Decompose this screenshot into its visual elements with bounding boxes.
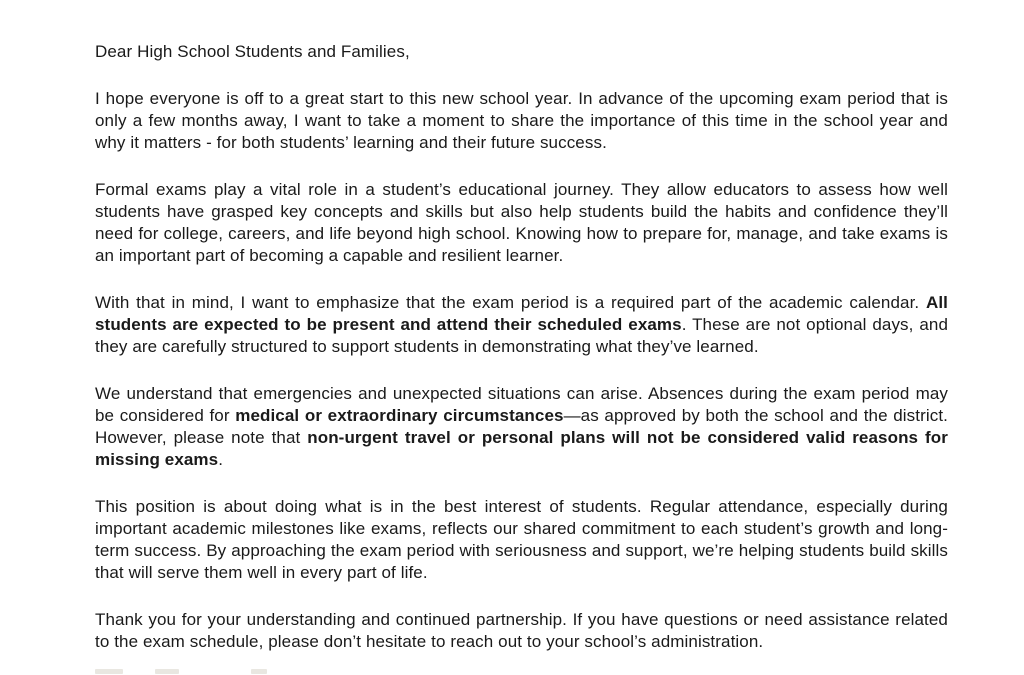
text-run: I hope everyone is off to a great start to this new school year. In advance of the upcoming exam period that is only a few months away, I want to take a moment to share the importance of this time in the school year and why it matters - for both students’ learning and their future success. bbox=[95, 89, 948, 152]
text-run: . bbox=[218, 450, 224, 469]
paragraph bbox=[95, 609, 948, 653]
cutoff-text-fragment bbox=[95, 669, 495, 675]
text-run: We understand that emergencies and unexpected situations can arise. Absences during the exam period may be considered for bbox=[95, 384, 948, 425]
text-run: Thank you for your understanding and continued partnership. If you have questions or need assistance related to the exam schedule, please don’t hesitate to reach out to your school’s administration. bbox=[95, 610, 948, 651]
paragraph bbox=[95, 383, 948, 471]
letter-body bbox=[95, 41, 948, 653]
bold-text-run: medical or extraordinary circumstances bbox=[235, 406, 564, 425]
paragraph bbox=[95, 179, 948, 267]
cutoff-text-mark bbox=[251, 669, 267, 674]
text-run: This position is about doing what is in the best interest of students. Regular attendance, especially during important academic milestones like exams, reflects our shared commitment to each student’s growth and long-term success. By approaching the exam period with seriousness and support, we’re helping students build skills that will serve them well in every part of life. bbox=[95, 497, 948, 582]
text-run: —as approved by both the school and the district. However, please note that bbox=[95, 406, 948, 447]
bold-text-run: All students are expected to be present and attend their scheduled exams bbox=[95, 293, 948, 334]
text-run: . These are not optional days, and they are carefully structured to support students in demonstrating what they’ve learned. bbox=[95, 315, 948, 356]
bold-text-run: non-urgent travel or personal plans will not be considered valid reasons for missing exams bbox=[95, 428, 948, 469]
salutation: Dear High School Students and Families, bbox=[95, 42, 410, 61]
paragraph bbox=[95, 292, 948, 358]
cutoff-text-mark bbox=[155, 669, 179, 674]
paragraph bbox=[95, 88, 948, 154]
cutoff-text-mark bbox=[95, 669, 123, 674]
paragraph bbox=[95, 496, 948, 584]
text-run: With that in mind, I want to emphasize that the exam period is a required part of the academic calendar. bbox=[95, 293, 926, 312]
text-run: Formal exams play a vital role in a student’s educational journey. They allow educators to assess how well students have grasped key concepts and skills but also help students build the habits and confidence they’ll need for college, careers, and life beyond high school. Knowing how to prepare for, manage, and take exams is an important part of becoming a capable and resilient learner. bbox=[95, 180, 948, 265]
